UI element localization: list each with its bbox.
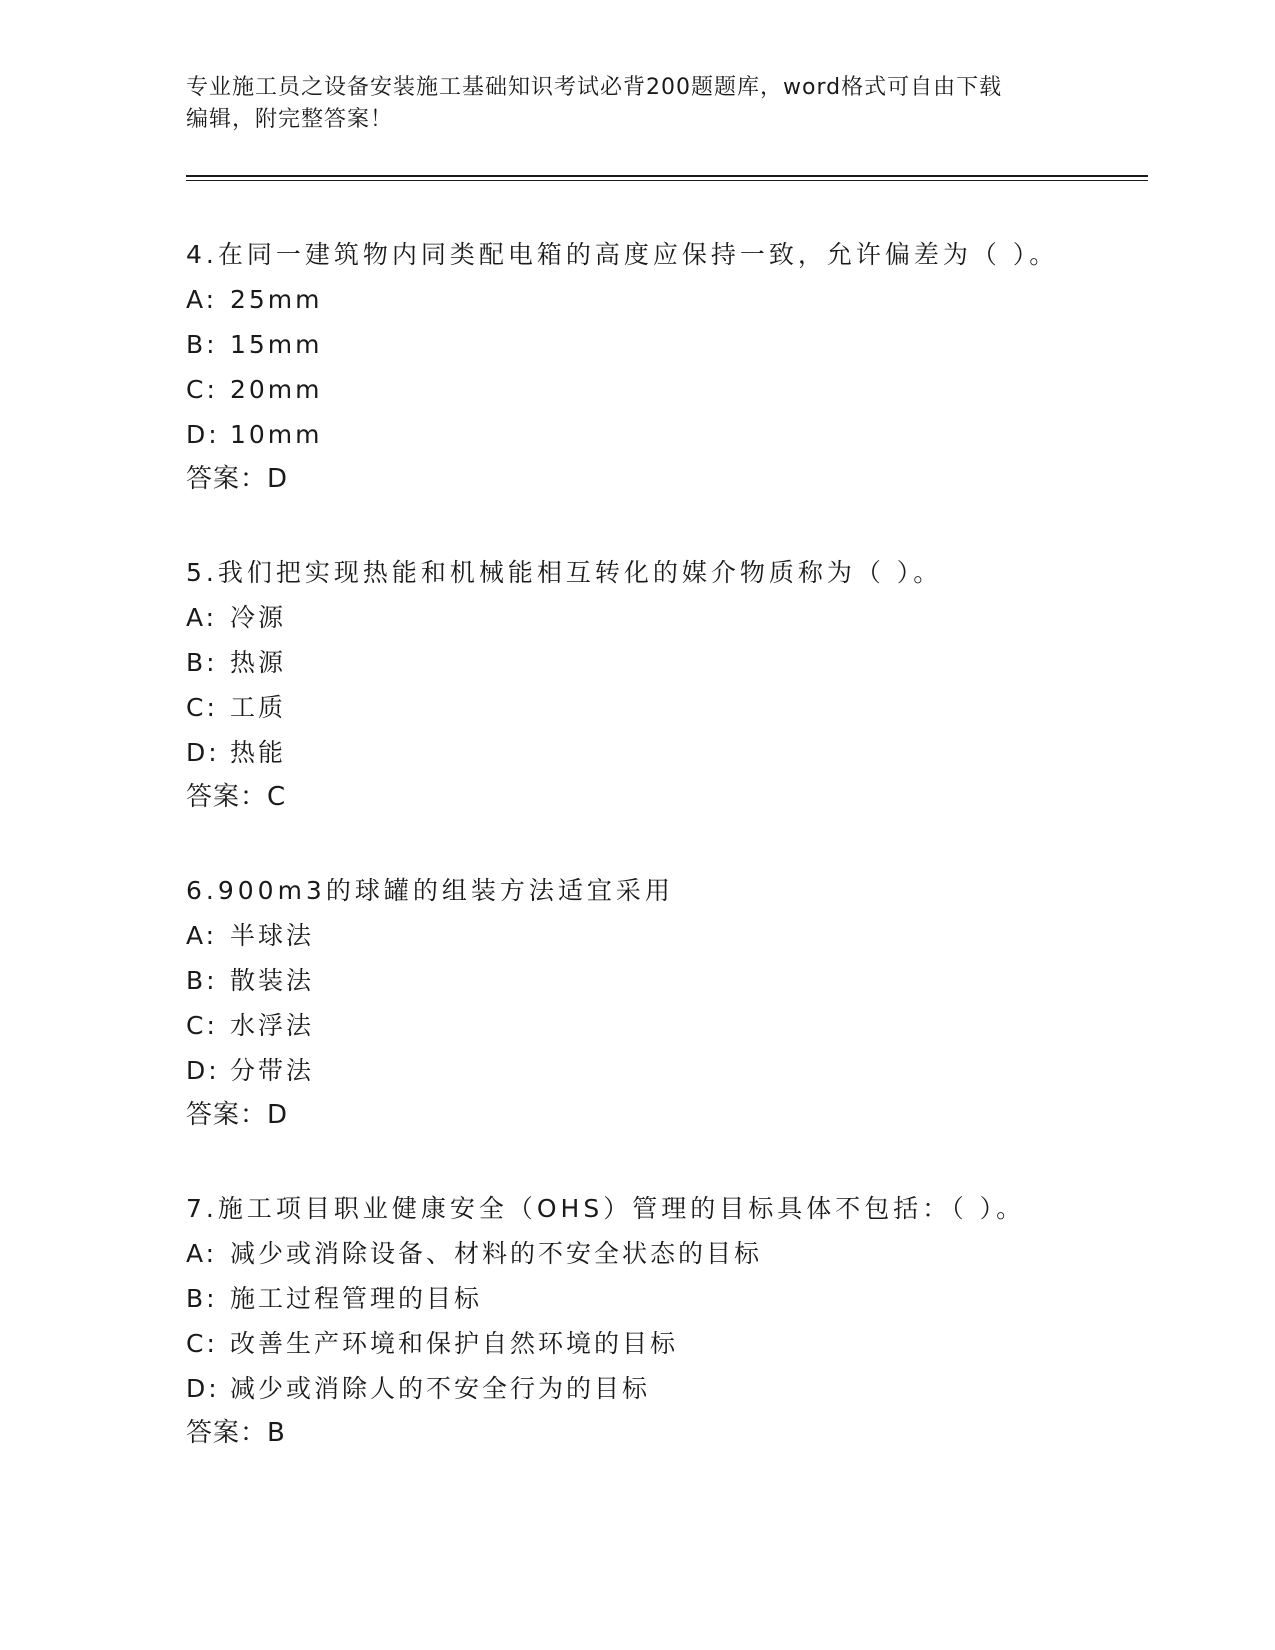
- option-text: 施工过程管理的目标: [230, 1284, 483, 1313]
- option-d: [186, 417, 1146, 453]
- option-text: 改善生产环境和保护自然环境的目标: [230, 1329, 679, 1358]
- option-key: A:: [186, 921, 218, 950]
- option-text: 冷源: [230, 603, 287, 632]
- option-text: 工质: [230, 693, 287, 722]
- option-key: B:: [186, 648, 218, 677]
- option-d: [186, 1371, 1146, 1407]
- answer-line: 答案：B: [186, 1418, 286, 1448]
- option-a: [186, 600, 1146, 636]
- option-c: [186, 372, 1146, 408]
- option-text: 散装法: [230, 966, 315, 995]
- question-stem: 6.900m3的球罐的组装方法适宜采用: [186, 876, 674, 905]
- option-a: [186, 918, 1146, 954]
- option-text: 减少或消除设备、材料的不安全状态的目标: [230, 1239, 763, 1268]
- option-text: 15mm: [230, 330, 323, 359]
- option-key: C:: [186, 1011, 218, 1040]
- option-key: B:: [186, 330, 218, 359]
- option-text: 水浮法: [230, 1011, 315, 1040]
- option-key: D:: [186, 420, 220, 449]
- option-key: C:: [186, 693, 218, 722]
- question-block: [186, 1191, 1146, 1451]
- option-text: 减少或消除人的不安全行为的目标: [230, 1374, 651, 1403]
- option-key: D:: [186, 1374, 220, 1403]
- option-key: A:: [186, 285, 218, 314]
- option-text: 热源: [230, 648, 287, 677]
- question-stem: 5.我们把实现热能和机械能相互转化的媒介物质称为（ ）。: [186, 558, 943, 587]
- option-d: [186, 1053, 1146, 1089]
- option-key: C:: [186, 1329, 218, 1358]
- option-key: D:: [186, 738, 220, 767]
- question-stem: 7.施工项目职业健康安全（OHS）管理的目标具体不包括：（ ）。: [186, 1194, 1026, 1223]
- option-text: 20mm: [230, 375, 323, 404]
- answer-line: 答案：D: [186, 1100, 289, 1130]
- option-key: A:: [186, 1239, 218, 1268]
- option-a: [186, 1236, 1146, 1272]
- option-text: 热能: [230, 738, 287, 767]
- question-block: [186, 873, 1146, 1133]
- header-divider-thick: [186, 175, 1148, 177]
- option-b: [186, 963, 1146, 999]
- header-divider-thin: [186, 180, 1148, 181]
- option-text: 分带法: [230, 1056, 315, 1085]
- answer-line: 答案：C: [186, 782, 287, 812]
- header-line-1: 专业施工员之设备安装施工基础知识考试必背200题题库，word格式可自由下载: [186, 75, 1003, 100]
- question-block: [186, 237, 1146, 497]
- option-b: [186, 327, 1146, 363]
- option-key: B:: [186, 966, 218, 995]
- option-text: 25mm: [230, 285, 323, 314]
- option-key: C:: [186, 375, 218, 404]
- option-text: 半球法: [230, 921, 315, 950]
- option-key: B:: [186, 1284, 218, 1313]
- question-stem: 4.在同一建筑物内同类配电箱的高度应保持一致，允许偏差为（ ）。: [186, 240, 1059, 269]
- option-key: A:: [186, 603, 218, 632]
- option-a: [186, 282, 1146, 318]
- option-b: [186, 645, 1146, 681]
- option-key: D:: [186, 1056, 220, 1085]
- option-c: [186, 690, 1146, 726]
- option-text: 10mm: [230, 420, 323, 449]
- option-c: [186, 1326, 1146, 1362]
- option-d: [186, 735, 1146, 771]
- question-block: [186, 555, 1146, 815]
- document-header: [186, 72, 1086, 136]
- option-c: [186, 1008, 1146, 1044]
- option-b: [186, 1281, 1146, 1317]
- header-line-2: 编辑，附完整答案！: [186, 107, 394, 132]
- answer-line: 答案：D: [186, 464, 289, 494]
